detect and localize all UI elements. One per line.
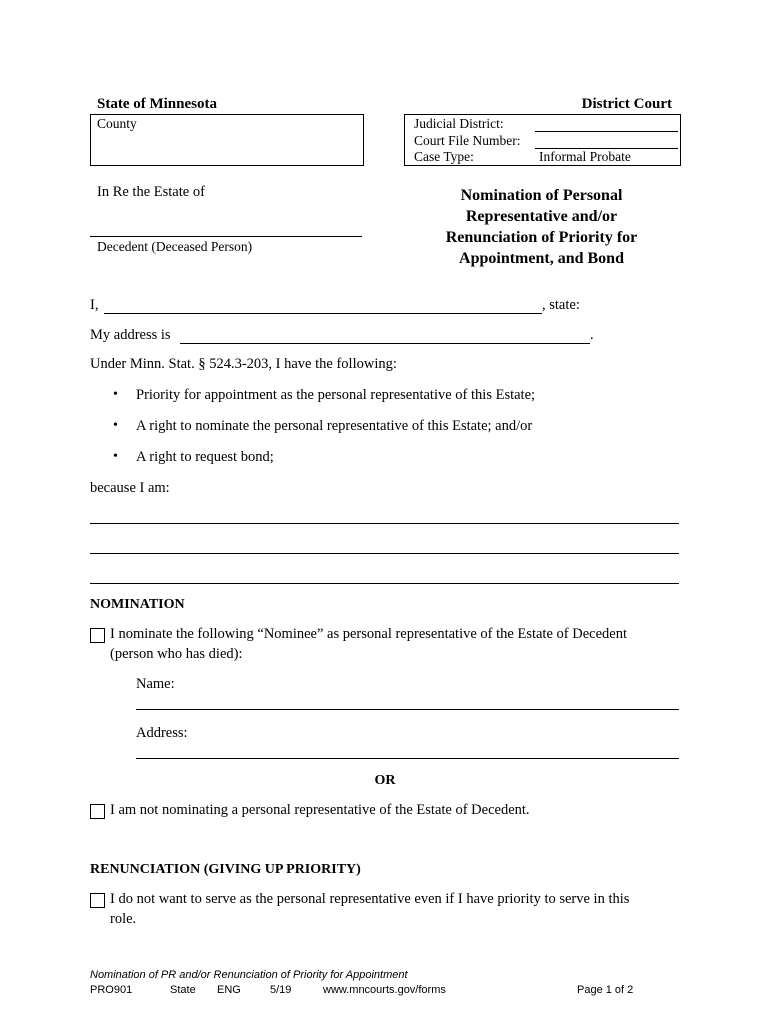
decedent-name-field[interactable] (90, 236, 362, 237)
relationship-line-1[interactable] (90, 523, 679, 524)
bullet-item: A right to request bond; (136, 449, 274, 465)
address-period: . (590, 327, 594, 343)
judicial-district-field[interactable] (535, 131, 678, 132)
form-title-line: Appointment, and Bond (459, 250, 624, 267)
not-nominating-text: I am not nominating a personal representative of the Estate of Decedent. (110, 802, 530, 818)
address-label: My address is (90, 327, 171, 343)
footer-language: ENG (217, 984, 241, 996)
form-title (404, 185, 679, 269)
renunciation-heading: RENUNCIATION (GIVING UP PRIORITY) (90, 862, 361, 877)
form-title-line: Nomination of Personal (460, 187, 623, 204)
case-type-value: Informal Probate (539, 149, 631, 164)
nominate-checkbox[interactable] (90, 628, 105, 643)
bullet-icon: • (113, 449, 118, 464)
court-file-number-label: Court File Number: (414, 133, 521, 148)
state-suffix: , state: (542, 297, 580, 313)
footer-state: State (170, 984, 196, 996)
decedent-label: Decedent (Deceased Person) (97, 239, 253, 254)
renounce-text: I do not want to serve as the personal representative even if I have priority to serve in this (110, 891, 630, 907)
renounce-checkbox[interactable] (90, 893, 105, 908)
renounce-text-cont: role. (110, 911, 137, 927)
nominate-text: I nominate the following “Nominee” as personal representative of the Estate of Decedent (110, 626, 627, 642)
footer-form-id: PRO901 (90, 984, 133, 996)
bullet-item: A right to nominate the personal representative of this Estate; and/or (136, 418, 533, 434)
form-title-line: Representative and/or (465, 208, 618, 225)
bullet-icon: • (113, 418, 118, 433)
judicial-district-label: Judicial District: (414, 116, 504, 131)
county-box[interactable] (90, 114, 364, 166)
or-separator: OR (374, 773, 396, 788)
case-type-label: Case Type: (414, 149, 474, 164)
nomination-heading: NOMINATION (90, 597, 185, 612)
bullet-icon: • (113, 387, 118, 402)
form-title-line: Renunciation of Priority for (445, 229, 638, 246)
county-label: County (97, 116, 137, 131)
case-info-box (404, 114, 681, 166)
bullet-item: Priority for appointment as the personal representative of this Estate; (136, 387, 536, 403)
nominee-name-field[interactable] (136, 709, 679, 710)
footer-title: Nomination of PR and/or Renunciation of Priority for Appointment (90, 969, 408, 981)
nominee-address-label: Address: (136, 725, 188, 741)
in-re-label: In Re the Estate of (97, 184, 205, 200)
footer-date: 5/19 (270, 984, 292, 996)
footer-page-number: Page 1 of 2 (577, 984, 634, 996)
nominee-address-field[interactable] (136, 758, 679, 759)
relationship-line-3[interactable] (90, 583, 679, 584)
relationship-line-2[interactable] (90, 553, 679, 554)
court-name: District Court (581, 96, 672, 112)
because-label: because I am: (90, 480, 170, 496)
footer-url[interactable]: www.mncourts.gov/forms (323, 984, 446, 996)
state-name: State of Minnesota (97, 96, 217, 112)
statute-text: Under Minn. Stat. § 524.3-203, I have the following: (90, 356, 397, 372)
applicant-address-field[interactable] (180, 343, 590, 344)
not-nominating-checkbox[interactable] (90, 804, 105, 819)
applicant-name-field[interactable] (104, 313, 542, 314)
nominate-text-cont: (person who has died): (110, 646, 243, 662)
i-label: I, (90, 297, 99, 313)
nominee-name-label: Name: (136, 676, 175, 692)
